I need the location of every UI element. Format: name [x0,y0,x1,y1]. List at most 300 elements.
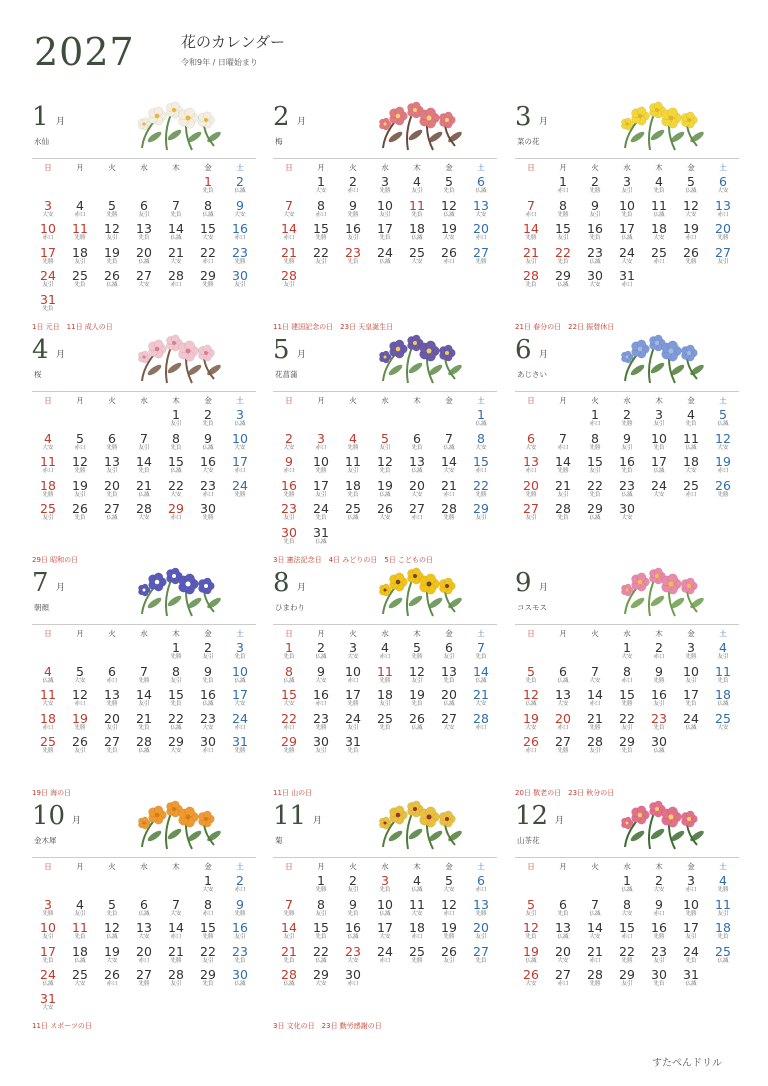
day-number: 27 [104,501,120,516]
weekday-label: 金 [687,628,695,638]
day-number: 30 [232,268,248,283]
rokuyo-label: 大安 [170,258,182,265]
rokuyo-label: 大安 [589,677,601,684]
rokuyo-label: 赤口 [685,491,697,498]
rokuyo-label: 先勝 [234,258,246,265]
day-cell [369,898,401,922]
rokuyo-label: 先勝 [347,444,359,451]
day-cell [64,175,96,199]
weekday-header [32,392,256,408]
rokuyo-label: 仏滅 [234,188,246,194]
day-cell [160,246,192,270]
weekday-label: 木 [172,628,180,638]
rokuyo-label: 赤口 [557,188,569,194]
rokuyo-label: 先勝 [283,910,295,917]
day-number: 8 [623,663,631,679]
day-number: 31 [40,291,56,307]
day-cell [707,408,739,432]
day-number: 2 [591,174,599,189]
rokuyo-label: 仏滅 [621,235,633,241]
day-number: 14 [136,687,152,702]
calendar-subtitle: 令和9年 / 日曜始まり [181,58,258,67]
rokuyo-label: 赤口 [379,654,391,660]
weekday-label: 土 [236,162,244,172]
day-cell [273,432,305,456]
day-number: 12 [72,454,88,469]
day-number: 16 [651,687,667,702]
day-number: 11 [409,896,425,912]
rokuyo-label: 仏滅 [347,934,359,940]
rokuyo-label: 赤口 [234,887,246,893]
day-cell [401,526,433,550]
cherry-blossom-icon [122,331,232,386]
day-number: 20 [473,920,489,935]
day-cell [64,408,96,432]
day-cell [305,502,337,526]
day-number: 9 [236,197,244,213]
day-number: 26 [72,501,88,516]
flower-name: 水仙 [34,137,49,146]
flower-name: 朝顔 [34,603,49,612]
day-number: 11 [715,896,731,912]
week-row [32,641,256,665]
rokuyo-label: 先負 [411,701,423,707]
day-cell [547,688,579,712]
day-cell [465,665,497,689]
day-cell [675,641,707,665]
week-row [273,688,497,712]
rokuyo-label: 先負 [557,910,569,917]
sunflower-icon [363,564,473,619]
day-cell [192,293,224,317]
weekday-label: 火 [108,162,116,172]
day-number: 15 [619,687,635,702]
rokuyo-label: 大安 [234,701,246,707]
rokuyo-label: 先勝 [283,491,295,498]
day-cell [643,246,675,270]
day-number: 27 [136,967,152,982]
rokuyo-label: 先負 [170,444,182,451]
day-number: 15 [281,687,297,702]
rokuyo-label: 先負 [379,235,391,241]
day-cell [192,921,224,945]
rokuyo-label: 仏滅 [411,235,423,241]
holiday-note: 21日 春分の日 22日 振替休日 [515,323,615,331]
day-cell [128,199,160,223]
rokuyo-label: 先負 [42,305,54,312]
day-number: 14 [136,454,152,469]
calendar-grid [515,391,739,526]
day-number: 6 [140,197,148,213]
day-number: 18 [715,687,731,702]
day-number: 13 [523,454,539,469]
day-number: 3 [687,873,695,888]
rokuyo-label: 赤口 [74,701,86,707]
rokuyo-label: 友引 [74,748,86,754]
day-number: 8 [172,663,180,679]
day-cell [224,688,256,712]
day-cell [465,874,497,898]
day-cell [465,688,497,712]
day-cell [611,665,643,689]
day-number: 19 [377,477,393,493]
day-cell [192,175,224,199]
rokuyo-label: 先負 [525,677,537,684]
rokuyo-label: 友引 [315,258,327,265]
day-number: 11 [72,920,88,935]
day-cell [675,968,707,992]
day-cell [32,712,64,736]
rokuyo-label: 先勝 [685,910,697,917]
day-cell [192,408,224,432]
month-suffix: 月 [56,583,66,593]
day-cell [224,175,256,199]
calendar-grid [273,158,497,293]
day-number: 18 [651,221,667,236]
iris-icon [363,331,473,386]
rokuyo-label: 友引 [379,211,391,218]
rokuyo-label: 友引 [653,421,665,427]
sasanqua-icon [605,797,715,852]
day-cell [337,921,369,945]
day-number: 16 [619,454,635,469]
day-number: 19 [715,454,731,469]
day-cell [515,735,547,759]
rokuyo-label: 先負 [621,211,633,218]
day-number: 28 [555,501,571,516]
rokuyo-label: 赤口 [475,235,487,241]
weekday-label: 日 [527,162,535,172]
day-cell [547,269,579,293]
week-row [32,992,256,1016]
day-cell [337,641,369,665]
rokuyo-label: 友引 [315,910,327,917]
rokuyo-label: 先負 [170,701,182,707]
weekday-label: 土 [719,861,727,871]
rokuyo-label: 赤口 [234,468,246,474]
week-row [515,502,739,526]
rokuyo-label: 赤口 [557,724,569,731]
day-number: 7 [591,663,599,679]
day-number: 15 [619,920,635,935]
holiday-note: 19日 海の日 [32,789,72,797]
day-number: 7 [445,430,453,446]
rokuyo-label: 友引 [315,748,327,754]
day-cell [192,479,224,503]
day-number: 18 [72,943,88,959]
day-cell [515,665,547,689]
rokuyo-label: 仏滅 [589,910,601,917]
rokuyo-label: 仏滅 [653,468,665,474]
day-cell [128,175,160,199]
rokuyo-label: 仏滅 [589,258,601,265]
day-number: 3 [317,430,325,446]
cosmos-icon [605,564,715,619]
week-row [32,921,256,945]
day-cell [515,246,547,270]
weekday-label: 土 [719,628,727,638]
rokuyo-label: 大安 [42,211,54,218]
flower-name: ひまわり [275,603,305,612]
rokuyo-label: 友引 [74,910,86,917]
day-number: 15 [313,221,329,236]
rokuyo-label: 仏滅 [653,748,665,754]
rokuyo-label: 先勝 [74,235,86,241]
day-cell [369,479,401,503]
calendar-grid [273,624,497,759]
day-cell [611,641,643,665]
day-number: 21 [281,943,297,959]
rapeseed-flower-icon [605,98,715,153]
day-number: 23 [345,943,361,959]
day-number: 3 [687,640,695,655]
morning-glory-icon [122,564,232,619]
day-cell [433,968,465,992]
day-cell [433,874,465,898]
day-cell [675,175,707,199]
month-1 [32,98,256,330]
rokuyo-label: 友引 [283,515,295,521]
day-number: 5 [413,640,421,655]
day-number: 15 [200,920,216,935]
day-cell [369,874,401,898]
day-cell [369,455,401,479]
day-cell [675,479,707,503]
rokuyo-label: 先負 [653,981,665,987]
day-number: 1 [591,407,599,422]
day-cell [579,735,611,759]
day-cell [465,455,497,479]
rokuyo-label: 大安 [202,887,214,893]
day-number: 22 [168,477,184,493]
day-number: 17 [683,687,699,702]
day-cell [433,408,465,432]
week-row [32,898,256,922]
weekday-label: 水 [381,861,389,871]
rokuyo-label: 赤口 [202,910,214,917]
day-cell [369,968,401,992]
day-cell [32,688,64,712]
day-number: 2 [317,640,325,655]
rokuyo-label: 仏滅 [170,724,182,731]
rokuyo-label: 仏滅 [685,981,697,987]
weekday-label: 火 [108,861,116,871]
rokuyo-label: 友引 [202,654,214,660]
day-number: 12 [683,197,699,213]
day-cell [273,246,305,270]
calendar-grid [32,158,256,316]
rokuyo-label: 仏滅 [170,468,182,474]
rokuyo-label: 先勝 [315,887,327,893]
day-number: 27 [473,943,489,959]
rokuyo-label: 友引 [74,258,86,265]
day-cell [224,455,256,479]
weekday-label: 日 [285,861,293,871]
rokuyo-label: 仏滅 [443,211,455,218]
day-cell [305,735,337,759]
week-row [515,246,739,270]
day-cell [515,688,547,712]
day-cell [128,293,160,317]
day-cell [611,968,643,992]
rokuyo-label: 先負 [621,468,633,474]
day-number: 10 [377,896,393,912]
rokuyo-label: 先負 [283,654,295,660]
week-row [32,408,256,432]
day-number: 31 [345,734,361,749]
weekday-label: 木 [655,628,663,638]
day-number: 13 [441,663,457,679]
day-cell [643,712,675,736]
day-cell [273,479,305,503]
day-cell [465,199,497,223]
day-number: 22 [313,244,329,260]
day-cell [32,898,64,922]
weekday-label: 土 [477,395,485,405]
day-number: 26 [523,734,539,749]
day-number: 12 [715,430,731,446]
month-number: 2 [273,102,290,132]
day-number: 1 [285,640,293,655]
weekday-label: 金 [445,861,453,871]
day-cell [369,688,401,712]
rokuyo-label: 赤口 [411,515,423,521]
day-cell [160,432,192,456]
day-number: 24 [377,244,393,260]
day-cell [611,432,643,456]
day-cell [337,408,369,432]
day-cell [224,735,256,759]
rokuyo-label: 赤口 [234,724,246,731]
weekday-label: 月 [559,861,567,871]
day-cell [273,945,305,969]
day-number: 10 [313,454,329,469]
day-number: 23 [232,244,248,260]
day-cell [224,968,256,992]
rokuyo-label: 先勝 [589,444,601,451]
weekday-label: 水 [140,861,148,871]
day-number: 9 [285,454,293,469]
day-cell [515,479,547,503]
day-cell [128,992,160,1016]
day-cell [128,898,160,922]
day-number: 19 [72,710,88,726]
rokuyo-label: 友引 [106,724,118,731]
calendar-title: 花のカレンダー [181,33,286,51]
rokuyo-label: 大安 [621,258,633,265]
day-number: 2 [655,873,663,888]
rokuyo-label: 仏滅 [283,677,295,684]
week-row [32,735,256,759]
day-cell [64,246,96,270]
day-number: 27 [555,967,571,982]
weekday-label: 日 [527,861,535,871]
rokuyo-label: 先勝 [347,211,359,218]
weekday-label: 木 [655,162,663,172]
day-cell [547,735,579,759]
weekday-label: 水 [381,628,389,638]
weekday-header [273,159,497,175]
day-number: 15 [168,454,184,469]
month-3 [515,98,739,330]
day-cell [675,222,707,246]
rokuyo-label: 先勝 [234,491,246,498]
day-cell [64,945,96,969]
rokuyo-label: 友引 [685,677,697,684]
day-cell [273,175,305,199]
day-number: 14 [281,920,297,935]
rokuyo-label: 仏滅 [475,421,487,427]
rokuyo-label: 仏滅 [138,748,150,754]
day-cell [433,712,465,736]
day-number: 14 [441,454,457,469]
rokuyo-label: 友引 [138,701,150,707]
rokuyo-label: 仏滅 [621,887,633,893]
day-number: 19 [104,244,120,260]
day-cell [579,175,611,199]
month-6 [515,331,739,563]
rokuyo-label: 赤口 [557,444,569,451]
day-cell [369,246,401,270]
day-cell [32,175,64,199]
day-cell [579,269,611,293]
day-number: 6 [559,663,567,679]
rokuyo-label: 友引 [717,654,729,660]
weekday-label: 土 [719,162,727,172]
day-cell [305,408,337,432]
day-cell [579,641,611,665]
weekday-label: 日 [285,395,293,405]
rokuyo-label: 先負 [525,282,537,288]
day-number: 18 [409,920,425,935]
day-number: 18 [72,244,88,260]
day-cell [611,222,643,246]
day-number: 29 [587,501,603,516]
rokuyo-label: 仏滅 [475,677,487,684]
day-cell [96,408,128,432]
month-suffix: 月 [72,816,82,826]
day-number: 29 [313,967,329,982]
day-cell [273,502,305,526]
narcissus-icon [122,98,232,153]
day-number: 20 [555,943,571,959]
rokuyo-label: 友引 [42,515,54,521]
day-number: 25 [377,710,393,726]
week-row [273,665,497,689]
rokuyo-label: 友引 [525,515,537,521]
day-cell [64,992,96,1016]
day-number: 30 [587,268,603,283]
rokuyo-label: 赤口 [443,258,455,265]
day-cell [337,246,369,270]
day-number: 21 [473,687,489,702]
weekday-label: 金 [687,861,695,871]
day-cell [433,455,465,479]
day-cell [305,945,337,969]
day-number: 13 [473,197,489,213]
rokuyo-label: 大安 [315,677,327,684]
day-cell [64,688,96,712]
day-cell [160,175,192,199]
day-number: 14 [587,920,603,935]
day-cell [160,408,192,432]
day-cell [64,968,96,992]
weekday-label: 水 [623,861,631,871]
rokuyo-label: 先勝 [475,910,487,917]
day-cell [305,479,337,503]
day-cell [611,455,643,479]
day-cell [433,898,465,922]
